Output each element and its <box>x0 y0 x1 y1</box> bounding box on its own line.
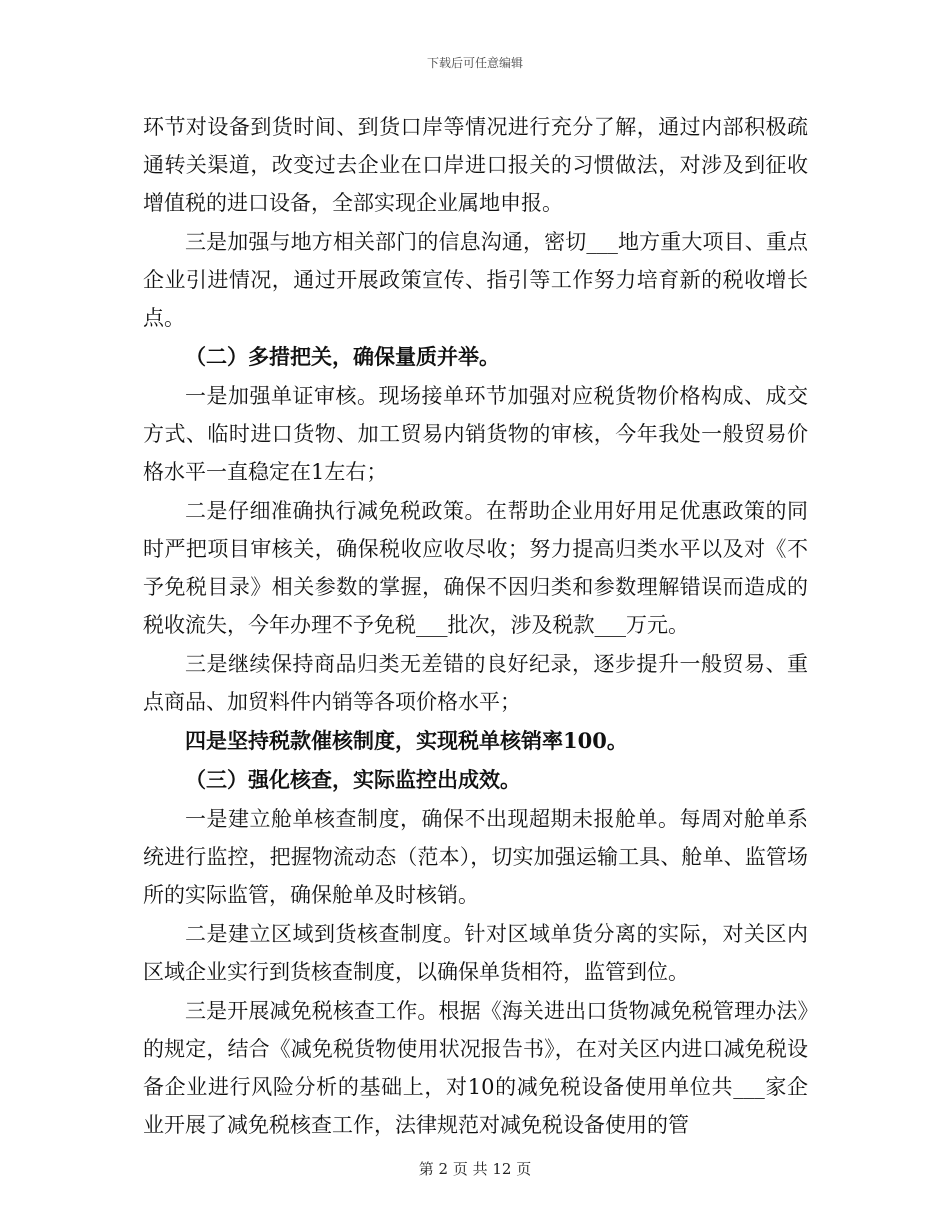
paragraph-11: 三是开展减免税核查工作。根据《海关进出口货物减免税管理办法》的规定，结合《减免税货物使用状况报告书》，在对关区内进口减免税设备企业进行风险分析的基础上，对10的减免税设备使用单位共___家企业开展了减免税核查工作，法律规范对减免税设备使用的管 <box>143 999 808 1137</box>
paragraph-6: 三是继续保持商品归类无差错的良好纪录，逐步提升一般贸易、重点商品、加贸料件内销等各项价格水平； <box>143 652 808 714</box>
page-footer: 第 2 页 共 12 页 <box>418 1160 532 1178</box>
paragraph-1: 环节对设备到货时间、到货口岸等情况进行充分了解，通过内部积极疏通转关渠道，改变过去企业在口岸进口报关的习惯做法，对涉及到征收增值税的进口设备，全部实现企业属地申报。 <box>143 115 808 215</box>
page-header: 下载后可任意编辑 <box>426 56 523 70</box>
section-heading-2: （二）多措把关，确保量质并举。 <box>185 344 500 369</box>
document-body <box>143 108 808 1145</box>
paragraph-9: 一是建立舱单核查制度，确保不出现超期未报舱单。每周对舱单系统进行监控，把握物流动态（范本），切实加强运输工具、舱单、监管场所的实际监管，确保舱单及时核销。 <box>143 807 808 907</box>
paragraph-5: 二是仔细准确执行减免税政策。在帮助企业用好用足优惠政策的同时严把项目审核关，确保税收应收尽收；努力提高归类水平以及对《不予免税目录》相关参数的掌握，确保不因归类和参数理解错误而造成的税收流失，今年办理不予免税___批次，涉及税款___万元。 <box>143 499 808 637</box>
paragraph-4: 一是加强单证审核。现场接单环节加强对应税货物价格构成、成交方式、临时进口货物、加工贸易内销货物的审核，今年我处一般贸易价格水平一直稳定在1左右； <box>143 384 808 484</box>
paragraph-10: 二是建立区域到货核查制度。针对区域单货分离的实际，对关区内区域企业实行到货核查制度，以确保单货相符，监管到位。 <box>143 922 808 984</box>
paragraph-7: 四是坚持税款催核制度，实现税单核销率100。 <box>185 728 628 753</box>
paragraph-2: 三是加强与地方相关部门的信息沟通，密切___地方重大项目、重点企业引进情况，通过开展政策宣传、指引等工作努力培育新的税收增长点。 <box>143 230 808 330</box>
section-heading-3: （三）强化核查，实际监控出成效。 <box>185 767 521 792</box>
